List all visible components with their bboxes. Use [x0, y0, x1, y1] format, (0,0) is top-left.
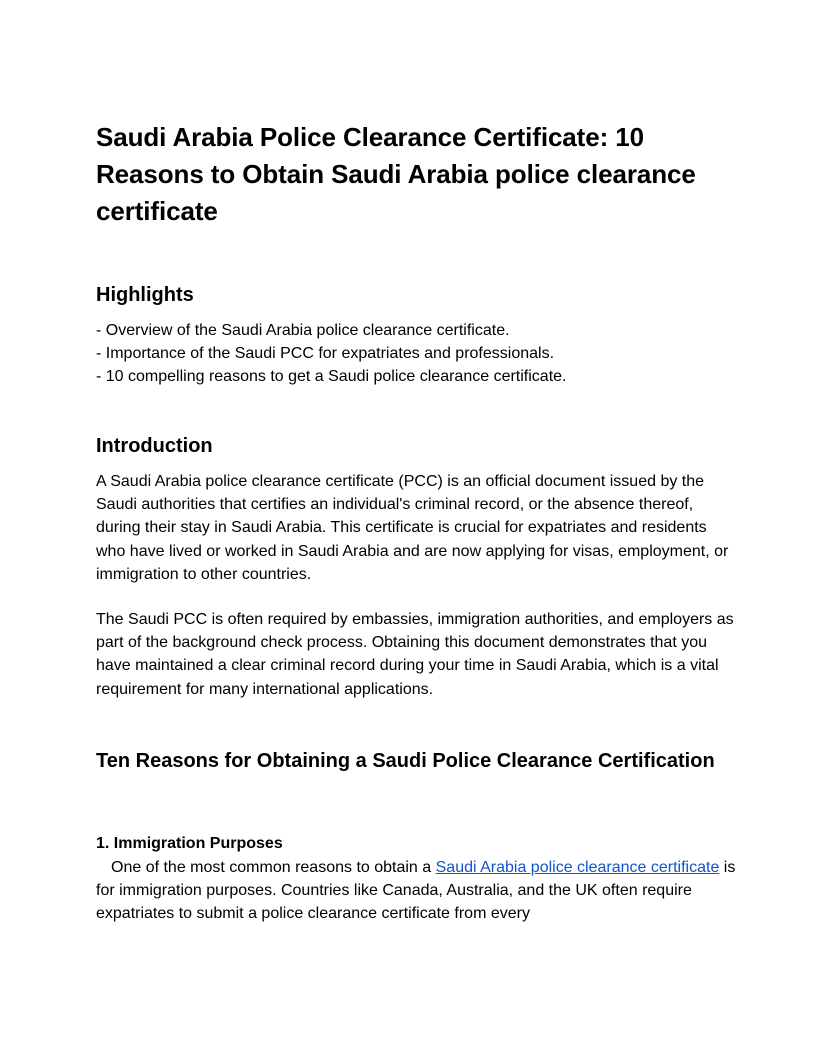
highlight-item: - Importance of the Saudi PCC for expatriates and professionals. [96, 345, 555, 363]
introduction-paragraph: A Saudi Arabia police clearance certificate (PCC) is an official document issued by the Saudi authorities that certifies an individual's criminal record, or the absence thereof, during their stay in Saudi Arabia. This certificate is crucial for expatriates and residents who have lived or worked in Saudi Arabia and are now applying for visas, employment, or immigration to other countries. [96, 473, 729, 583]
reasons-heading: Ten Reasons for Obtaining a Saudi Police Clearance Certification [96, 750, 715, 772]
introduction-heading: Introduction [96, 435, 213, 457]
highlights-list [96, 319, 736, 389]
highlight-item: - Overview of the Saudi Arabia police clearance certificate. [96, 322, 510, 339]
reason-text: is for immigration purposes. Countries like Canada, Australia, and the UK often require expatriates to submit a police clearance certificate from every [96, 859, 736, 923]
reason-body [96, 856, 736, 926]
reason-title: 1. Immigration Purposes [96, 835, 283, 852]
pcc-link[interactable]: Saudi Arabia police clearance certificate [435, 859, 720, 876]
reason-text: One of the most common reasons to obtain a [111, 859, 436, 876]
introduction-paragraph: The Saudi PCC is often required by embassies, immigration authorities, and employers as part of the background check process. Obtaining this document demonstrates that you have maintained a clear criminal record during your time in Saudi Arabia, which is a vital requirement for many international applications. [96, 611, 734, 698]
highlight-item: - 10 compelling reasons to get a Saudi police clearance certificate. [96, 368, 567, 386]
document-title: Saudi Arabia Police Clearance Certificate: 10 Reasons to Obtain Saudi Arabia police clearance certificate [96, 122, 696, 226]
highlights-heading: Highlights [96, 284, 194, 306]
